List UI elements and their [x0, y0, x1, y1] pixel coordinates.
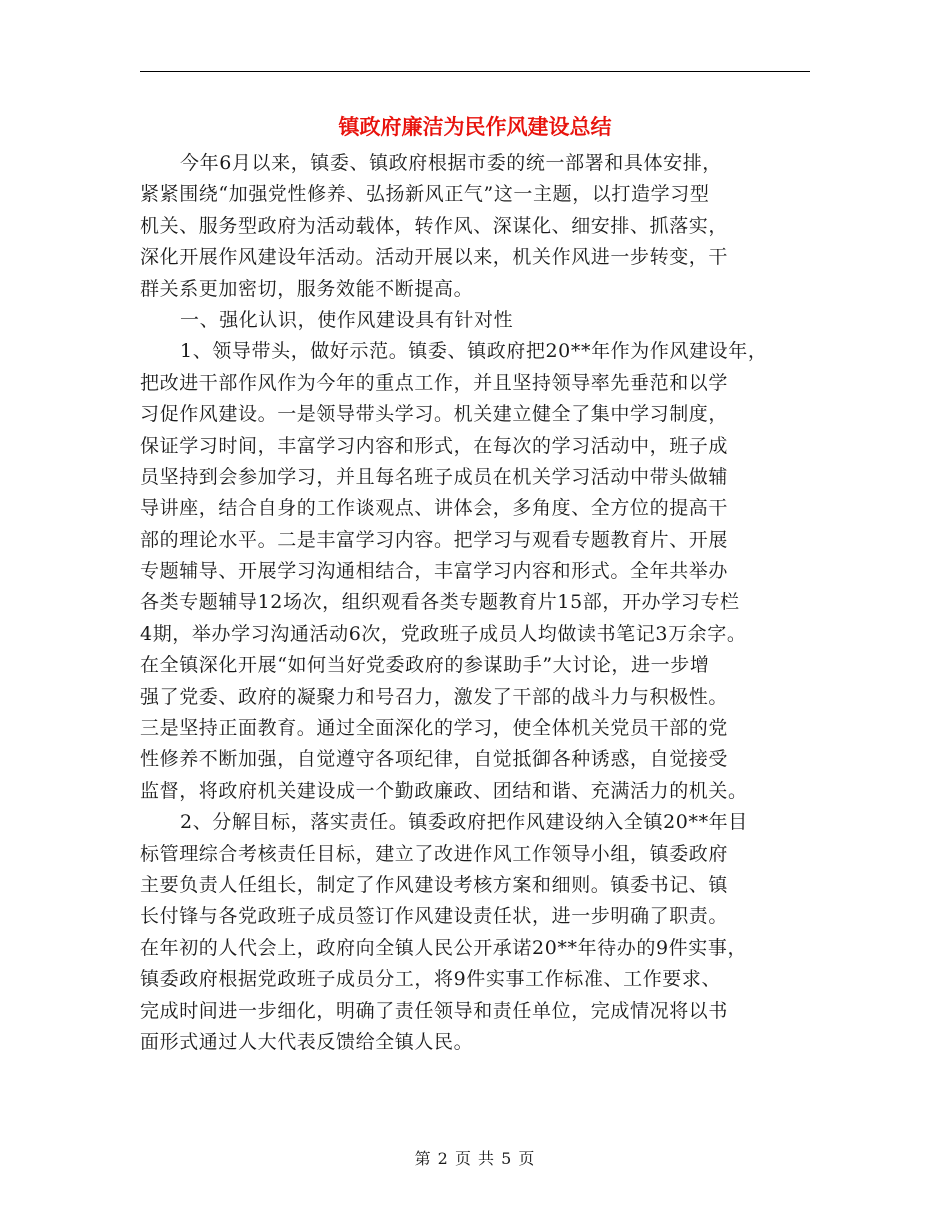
- header-rule: [140, 71, 810, 72]
- body-line: 监督，将政府机关建设成一个勤政廉政、团结和谐、充满活力的机关。: [140, 779, 748, 802]
- body-line: 紧紧围绕“加强党性修养、弘扬新风正气”这一主题，以打造学习型: [140, 183, 710, 206]
- body-line: 2、分解目标，落实责任。镇委政府把作风建设纳入全镇20**年目: [180, 811, 748, 834]
- document-title: 镇政府廉洁为民作风建设总结: [338, 115, 612, 139]
- body-line: 专题辅导、开展学习沟通相结合，丰富学习内容和形式。全年共举办: [140, 560, 729, 583]
- body-line: 今年6月以来，镇委、镇政府根据市委的统一部署和具体安排，: [180, 152, 722, 174]
- body-line: 性修养不断加强，自觉遵守各项纪律，自觉抵御各种诱惑，自觉接受: [140, 748, 729, 771]
- body-line: 各类专题辅导12场次，组织观看各类专题教育片15部，开办学习专栏: [140, 591, 740, 614]
- body-line: 在全镇深化开展“如何当好党委政府的参谋助手”大讨论，进一步增: [140, 654, 710, 677]
- document-body: [140, 148, 812, 1058]
- body-line: 部的理论水平。二是丰富学习内容。把学习与观看专题教育片、开展: [140, 528, 729, 551]
- body-line: 三是坚持正面教育。通过全面深化的学习，使全体机关党员干部的党: [140, 717, 729, 740]
- body-line: 在年初的人代会上，政府向全镇人民公开承诺20**年待办的9件实事，: [140, 936, 748, 959]
- body-line: 标管理综合考核责任目标，建立了改进作风工作领导小组，镇委政府: [140, 842, 729, 865]
- page-number: 第 2 页 共 5 页: [414, 1149, 536, 1168]
- body-line: 保证学习时间，丰富学习内容和形式，在每次的学习活动中，班子成: [140, 434, 729, 457]
- body-line: 深化开展作风建设年活动。活动开展以来，机关作风进一步转变，干: [140, 246, 729, 269]
- body-line: 面形式通过人大代表反馈给全镇人民。: [140, 1030, 474, 1053]
- body-line: 4期，举办学习沟通活动6次，党政班子成员人均做读书笔记3万余字。: [140, 622, 747, 645]
- body-line: 群关系更加密切，服务效能不断提高。: [140, 277, 474, 300]
- body-line: 把改进干部作风作为今年的重点工作，并且坚持领导率先垂范和以学: [140, 371, 729, 394]
- body-line: 镇委政府根据党政班子成员分工，将9件实事工作标准、工作要求、: [140, 968, 722, 991]
- body-line: 1、领导带头，做好示范。镇委、镇政府把20**年作为作风建设年，: [180, 340, 768, 363]
- body-line: 强了党委、政府的凝聚力和号召力，激发了干部的战斗力与积极性。: [140, 685, 729, 708]
- body-line: 长付锋与各党政班子成员签订作风建设责任状，进一步明确了职责。: [140, 905, 729, 928]
- body-line: 导讲座，结合自身的工作谈观点、讲体会，多角度、全方位的提高干: [140, 497, 729, 520]
- body-line: 机关、服务型政府为活动载体，转作风、深谋化、细安排、抓落实，: [140, 214, 729, 237]
- body-line: 习促作风建设。一是领导带头学习。机关建立健全了集中学习制度，: [140, 403, 729, 426]
- body-line: 完成时间进一步细化，明确了责任领导和责任单位，完成情况将以书: [140, 999, 729, 1022]
- body-line: 员坚持到会参加学习，并且每名班子成员在机关学习活动中带头做辅: [140, 465, 729, 488]
- body-line: 一、强化认识，使作风建设具有针对性: [180, 308, 514, 331]
- body-line: 主要负责人任组长，制定了作风建设考核方案和细则。镇委书记、镇: [140, 873, 729, 896]
